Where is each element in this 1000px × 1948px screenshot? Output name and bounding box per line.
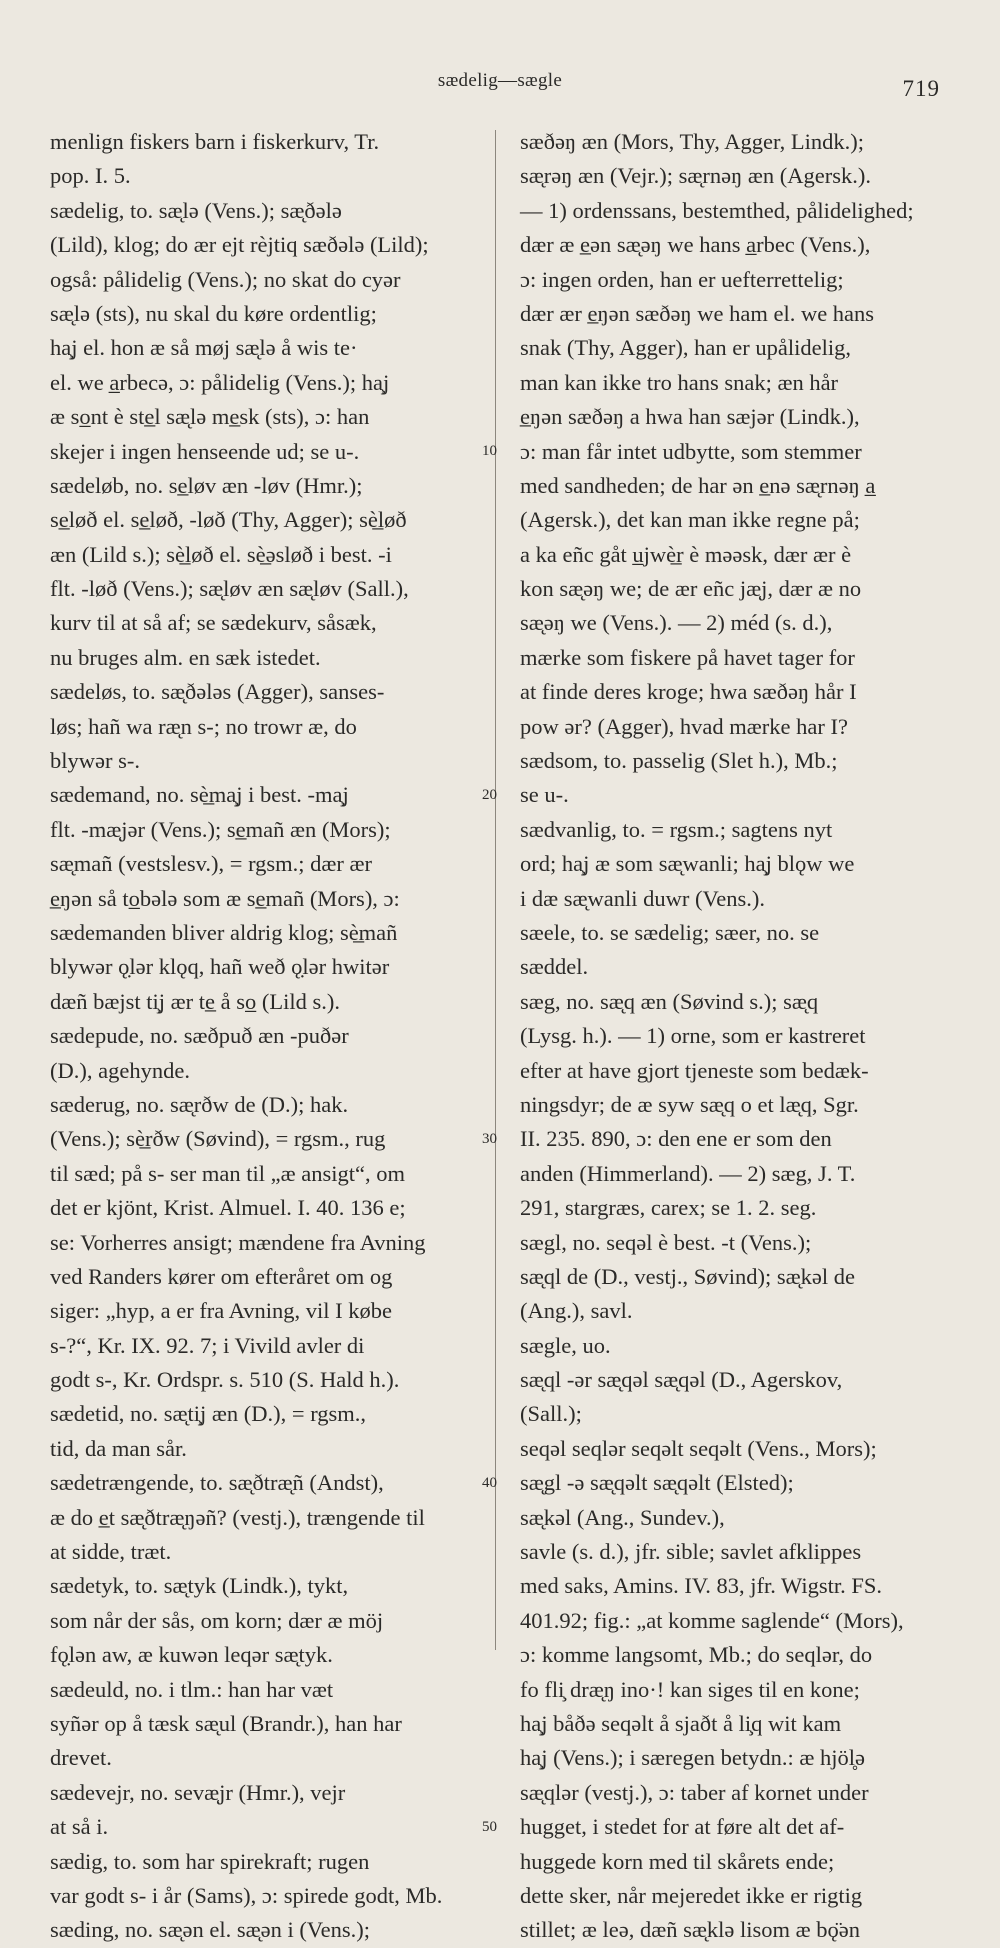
text-line: sædsom, to. passelig (Slet h.), Mb.;: [520, 748, 838, 774]
text-line: sædepude, no. sæðpuð æn -puðər: [50, 1023, 349, 1049]
text-line: sædig, to. som har spirekraft; rugen: [50, 1848, 370, 1874]
text-line: skejer i ingen henseende ud; se u-.: [50, 438, 360, 464]
text-line: sæele, to. se sædelig; sæer, no. se: [520, 919, 820, 945]
text-line: sædeløb, no. se̲løv æn -løv (Hmr.);: [50, 472, 363, 498]
text-line: godt s-, Kr. Ordspr. s. 510 (S. Hald h.).: [50, 1367, 400, 1393]
text-line: el. we a̲rbecə, ɔ: pålidelig (Vens.); ha̧j: [50, 369, 390, 395]
text-line: a ka eñc gåt u̲jwè̲r è məəsk, dær ær è: [520, 541, 852, 567]
text-line: (Sall.);: [520, 1401, 582, 1427]
text-line: æ do e̲t sæ̨ðtræ̨ŋəñ? (vestj.), trængende til: [50, 1504, 425, 1530]
text-line: sæderug, no. sæ̨rðw de (D.); hak.: [50, 1091, 349, 1117]
text-line: sædvanlig, to. = rgsm.; sagtens nyt: [520, 816, 833, 842]
text-line: man kan ikke tro hans snak; æn hår: [520, 369, 839, 395]
text-line: tid, da man sår.: [50, 1435, 187, 1461]
text-line: ɔ: ingen orden, han er uefterrettelig;: [520, 266, 844, 292]
text-line: se̲løð el. se̲løð, -løð (Thy, Agger); sè̲løð: [50, 507, 407, 533]
text-line: blywər s-.: [50, 748, 140, 774]
text-line: menlign fiskers barn i fiskerkurv, Tr.: [50, 129, 380, 154]
text-line: snak (Thy, Agger), han er upålidelig,: [520, 335, 851, 361]
text-line: sæddel.: [520, 954, 589, 980]
text-line: s-?“, Kr. IX. 92. 7; i Vivild avler di: [50, 1332, 365, 1358]
text-line: sæ̨qlər (vestj.), ɔ: taber af kornet under: [520, 1779, 869, 1805]
line-number: 20: [482, 786, 497, 803]
text-line: e̲ŋən så to̲bələ som æ se̲mañ (Mors), ɔ:: [50, 885, 400, 911]
text-line: sæ̨gl -ə sæ̨qəlt sæ̨qəlt (Elsted);: [520, 1470, 794, 1496]
text-line: ɔ: komme langsomt, Mb.; do seqlər, do: [520, 1642, 873, 1668]
text-line: mærke som fiskere på havet tager for: [520, 644, 855, 670]
text-line: at sidde, træt.: [50, 1539, 172, 1565]
text-line: sæ̨əŋ we (Vens.). — 2) méd (s. d.),: [520, 610, 833, 636]
text-line: også: pålidelig (Vens.); no skat do cyər: [50, 266, 401, 292]
text-line: sæ̨ql de (D., vestj., Søvind); sæ̨kəl de: [520, 1263, 855, 1289]
text-line: syñər op å tæsk sæ̨ul (Brandr.), han har: [50, 1710, 402, 1736]
text-line: savle (s. d.), jfr. sible; savlet afklippes: [520, 1539, 862, 1565]
text-line: (D.), agehynde.: [50, 1057, 190, 1083]
text-line: sædeløs, to. sæ̨ðələs (Agger), sanses-: [50, 679, 385, 705]
text-line: sædemanden bliver aldrig klog; sè̲mañ: [50, 919, 398, 945]
text-line: siger: „hyp, a er fra Avning, vil I købe: [50, 1298, 392, 1324]
text-line: fo fli̧ dræ̨ŋ ino·! kan siges til en kone;: [520, 1676, 860, 1702]
page-number: 719: [902, 76, 940, 101]
text-line: (Ang.), savl.: [520, 1298, 633, 1324]
text-line: II. 235. 890, ɔ: den ene er som den: [520, 1126, 832, 1152]
text-line: anden (Himmerland). — 2) sæg, J. T.: [520, 1160, 856, 1186]
text-line: (Lild), klog; do ær ejt rèjtiq sæðələ (Lild);: [50, 232, 429, 258]
text-line: e̲ŋən sæðəŋ a hwa han sæjər (Lindk.),: [520, 404, 860, 430]
text-line: at finde deres kroge; hwa sæðəŋ hår I: [520, 679, 857, 705]
line-number: 50: [482, 1818, 497, 1835]
right-column: [520, 125, 944, 1948]
line-number: 10: [482, 442, 497, 459]
text-line: med saks, Amins. IV. 83, jfr. Wigstr. FS.: [520, 1573, 883, 1599]
text-line: ved Randers kører om efteråret om og: [50, 1263, 393, 1289]
column-divider: [495, 130, 496, 1650]
text-line: med sandheden; de har ən e̲nə sæ̨rnəŋ a̲: [520, 472, 876, 498]
text-line: dette sker, når mejeredet ikke er rigtig: [520, 1882, 863, 1908]
text-line: se: Vorherres ansigt; mændene fra Avning: [50, 1229, 426, 1255]
text-line: sæg, no. sæ̨q æn (Søvind s.); sæ̨q: [520, 988, 819, 1014]
text-line: dær æ e̲ən sæ̨əŋ we hans a̲rbec (Vens.),: [520, 232, 871, 258]
text-line: ha̧j el. hon æ så møj sæ̨lə å wis te·: [50, 335, 358, 361]
text-line: sædeuld, no. i tlm.: han har væt: [50, 1676, 334, 1702]
text-line: 401.92; fig.: „at komme saglende“ (Mors),: [520, 1607, 904, 1633]
text-line: flt. -løð (Vens.); sæ̨løv æn sæ̨løv (Sall.),: [50, 576, 409, 602]
text-line: (Vens.); sè̲rðw (Søvind), = rgsm., rug: [50, 1126, 386, 1152]
text-line: sæ̨mañ (vestslesv.), = rgsm.; dær ær: [50, 851, 373, 877]
text-line: — 1) ordenssans, bestemthed, pålidelighed;: [520, 197, 914, 223]
text-line: ord; ha̧j æ som sæ̨wanli; ha̧j blǫw we: [520, 851, 855, 877]
text-line: huggede korn med til skårets ende;: [520, 1848, 835, 1874]
text-line: fǫ̣lən aw, æ kuwən leqər sæ̨tyk.: [50, 1642, 333, 1668]
text-line: sæding, no. sæ̨ən el. sæ̨ən i (Vens.);: [50, 1917, 370, 1943]
text-line: hugget, i stedet for at føre alt det af-: [520, 1814, 845, 1840]
text-line: til sæd; på s- ser man til „æ ansigt“, om: [50, 1160, 405, 1186]
text-line: dæñ bæjst ti̧j ær te̲ å so̲ (Lild s.).: [50, 988, 340, 1014]
text-line: var godt s- i år (Sams), ɔ: spirede godt, Mb.: [50, 1882, 443, 1908]
text-line: nu bruges alm. en sæk istedet.: [50, 644, 321, 670]
text-line: seqəl seqlər seqəlt seqəlt (Vens., Mors);: [520, 1435, 877, 1461]
left-column: [50, 125, 482, 1948]
text-line: det er kjönt, Krist. Almuel. I. 40. 136 e;: [50, 1195, 406, 1221]
text-line: sægle, uo.: [520, 1332, 611, 1358]
text-line: (Agersk.), det kan man ikke regne på;: [520, 507, 860, 533]
text-line: ningsdyr; de æ syw sæ̨q o et læ̨q, Sgr.: [520, 1091, 859, 1117]
text-line: sæ̨ql -ər sæ̨qəl sæ̨qəl (D., Agerskov,: [520, 1367, 843, 1393]
text-line: efter at have gjort tjeneste som bedæk-: [520, 1057, 869, 1083]
text-line: (Lysg. h.). — 1) orne, som er kastreret: [520, 1023, 866, 1049]
text-line: blywər ǫ̣lər klǫq, hañ weð ǫ̣lər hwitər: [50, 954, 390, 980]
text-line: i dæ sæ̨wanli duwr (Vens.).: [520, 885, 765, 911]
text-line: sæ̨lə (sts), nu skal du køre ordentlig;: [50, 300, 377, 326]
text-line: stillet; æ leə, dæñ sæ̨klə lisom æ bǫ̈ən: [520, 1917, 860, 1943]
text-line: ɔ: man får intet udbytte, som stemmer: [520, 438, 862, 464]
text-line: sæ̨rəŋ æn (Vejr.); sæ̨rnəŋ æn (Agersk.).: [520, 163, 871, 189]
text-line: ha̧j (Vens.); i særegen betydn.: æ hjöl̥ə: [520, 1745, 865, 1771]
text-line: pop. I. 5.: [50, 163, 131, 189]
text-line: sædetid, no. sæ̨ti̧j æn (D.), = rgsm.,: [50, 1401, 367, 1427]
running-head: sædelig—sægle: [437, 70, 563, 91]
text-line: sædevejr, no. sevæ̨jr (Hmr.), vejr: [50, 1779, 346, 1805]
text-line: sæðəŋ æn (Mors, Thy, Agger, Lindk.);: [520, 129, 864, 154]
text-line: drevet.: [50, 1745, 112, 1771]
text-line: se u-.: [520, 782, 569, 808]
text-line: ha̧j båðə seqəlt å sjaðt å li̧q wit kam: [520, 1710, 842, 1736]
text-line: dær ær e̲ŋən sæðəŋ we ham el. we hans: [520, 300, 875, 326]
text-line: at så i.: [50, 1814, 109, 1840]
text-line: pow ər? (Agger), hvad mærke har I?: [520, 713, 848, 739]
text-line: kurv til at så af; se sædekurv, såsæk,: [50, 610, 377, 636]
text-line: sægl, no. seqəl è best. -t (Vens.);: [520, 1229, 812, 1255]
line-number: 40: [482, 1474, 497, 1491]
text-line: æn (Lild s.); sè̲løð el. sè̲əsløð i best. -i: [50, 541, 392, 567]
text-line: som når der sås, om korn; dær æ möj: [50, 1607, 384, 1633]
text-line: flt. -mæ̨jər (Vens.); se̲mañ æn (Mors);: [50, 816, 391, 842]
text-line: sædetrængende, to. sæ̨ðtræ̨ñ (Andst),: [50, 1470, 384, 1496]
text-line: sædelig, to. sæ̨lə (Vens.); sæ̨ðələ: [50, 197, 342, 223]
text-line: kon sæ̨əŋ we; de ær eñc jæ̨j, dær æ no: [520, 576, 862, 602]
text-line: sædemand, no. sè̲ma̧j i best. -ma̧j: [50, 782, 349, 808]
text-line: sædetyk, to. sæ̨tyk (Lindk.), tykt,: [50, 1573, 349, 1599]
text-line: 291, stargræs, carex; se 1. 2. seg.: [520, 1195, 817, 1221]
text-line: æ so̲nt è ste̲l sæ̨lə me̲sk (sts), ɔ: han: [50, 404, 370, 430]
text-line: løs; hañ wa ræ̨n s-; no trowr æ, do: [50, 713, 357, 739]
line-number: 30: [482, 1130, 497, 1147]
text-line: sæ̨kəl (Ang., Sundev.),: [520, 1504, 725, 1530]
